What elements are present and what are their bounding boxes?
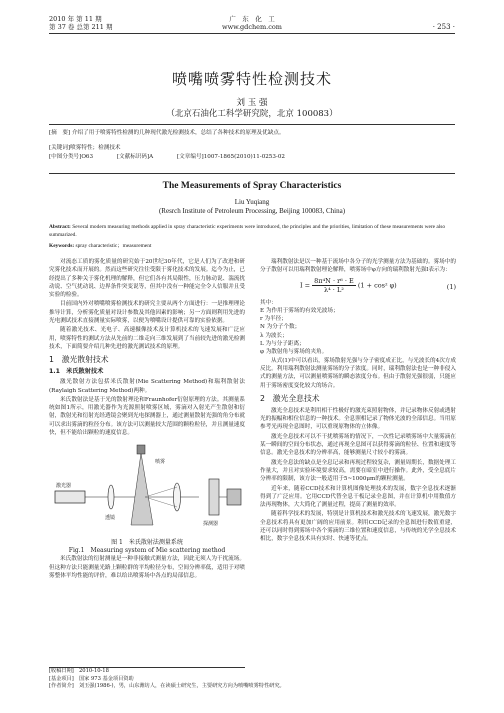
- laser-box: [55, 491, 85, 503]
- keywords-row: [49, 144, 455, 153]
- paragraph: 随着激光技术、光电子、高速摄像技术及计算机技术的飞速发展和广泛应用，喷雾特性的测试方法从先前的二维走向三维发展到了当前较先进的激光检测技术，下面简要介绍几种先进的激光测试技术的原理。: [49, 327, 245, 350]
- journal-url[interactable]: www.gdchem.com: [222, 23, 282, 31]
- english-title: The Measurements of Spray Characteristics: [162, 181, 342, 191]
- paragraph: 从式(1)中可以看出，雾场散射光强与分子密度成正比，与光波长的4次方成反比。利用瑞利散射法测量雾场的分子浓度。同时，瑞利散射法也是一种非侵入式的测量方法，可以测量喷雾场的瞬态浓度分布。但由于散射光强很弱，只能应用于雾场密度变化较大的场合。: [260, 357, 456, 389]
- english-affiliation: (Resrch Institute of Petroleum Processing, Beijing 100083, China): [158, 207, 346, 215]
- abstract-row: [49, 129, 455, 138]
- variable-def: E 为作用于雾场的有效光波场；: [260, 307, 339, 314]
- nozzle: [137, 445, 145, 454]
- left-column: [49, 258, 245, 658]
- clc-number: [中图分类号]O63: [49, 154, 94, 160]
- paragraph: 激光全息法的缺点是全息记录和再现过程较复杂，测量周期长，数据处理工作量大，并且对实验环境要求较高，需要在暗室中进行操作。此外，受全息底片分辨率的限制，该方法一般适用于5~1000μm的颗粒测量。: [260, 459, 456, 483]
- english-abstract-text: Several modern measuring methods applied in spray characteristic experiments were introduced, the principles and the priorities, limitation of these measurements were also summarized.: [49, 224, 446, 238]
- author-bio: [作者简介] 刘玉强(1986-)，男，山东潍坊人，在读硕士研究生，主要研究方向为喷嘴喷雾特性研究。: [49, 683, 285, 689]
- figure-caption-en: Fig.1 Measuring system of Mie scattering method: [68, 546, 226, 554]
- spray-label: 喷雾: [155, 459, 166, 466]
- paper-title: 喷嘴喷雾特性检测技术: [171, 70, 332, 88]
- page-header: [49, 15, 455, 33]
- equation-numerator: 8π⁴N · r⁶ · E: [314, 276, 354, 285]
- paragraph: 近年来，随着CCD技术和计算机图像处理技术的发展，数字全息技术逐渐得到了广泛应用。它用CCD代替全息干板记录全息图，并在计算机中用数值方法再现物体，大大简化了测量过程，提高了测量的效率。: [260, 485, 456, 509]
- abstract-label: [摘 要]: [49, 130, 71, 136]
- paragraph: 对流态工质的雾化质量的研究始于20世纪30年代，它是人们为了改进和研究雾化技术而开展的。然而这些研究往往受限于雾化技术的发展。迄今为止，已经提出了多种关于雾化机理的解释，但它们各有其局限性，压力脉动说、湍流扰动说、空气扰动说、边界条件突变说等，但其中没有一种能完全令人信服并且受实验的检验。: [49, 259, 245, 299]
- page-number: · 253 ·: [432, 23, 455, 31]
- lens-label: 透镜: [105, 515, 116, 522]
- english-author: Liu Yuqiang: [234, 198, 270, 206]
- footnote: [49, 667, 285, 691]
- document-code: [文献标识码]A: [116, 154, 154, 160]
- english-keywords-label: Keywords:: [49, 243, 75, 249]
- paragraph: 瑞利散射法是以一种基于流场中各分子的光学测量方法为基础的。雾场中的分子散射可以用瑞利散射理论解释，喷雾场中φ方向的瑞利散射光强I表示为：: [260, 259, 456, 274]
- subsection-heading: 1.1 米氏散射技术: [49, 368, 104, 376]
- paragraph: 激光散射方法包括米氏散射(Mie Scattering Method)和瑞利散射法(Raylaigh Scattering Method)两种。: [49, 379, 245, 394]
- equation-rhs: (1 + cos² φ): [357, 281, 397, 290]
- figure-1: [49, 443, 245, 553]
- detector-label: 探测器: [203, 521, 219, 528]
- variable-def: L 为与分子距离；: [260, 341, 305, 348]
- paragraph: 米氏散射法的衍射测量是一种非接触式测量方法，因此无须人为干扰流场。但这种方法只能测量光路上颗粒群的平均粒径分布，空间分辨率低，适用于对喷雾整体平均性能的评价，难以给出喷雾场中各点的局部信息。: [49, 556, 245, 579]
- spray-cone: [131, 453, 153, 525]
- english-keywords: [49, 241, 455, 249]
- classification-row: [49, 153, 455, 162]
- header-rule: [49, 33, 455, 34]
- journal-title: 广 东 化 工: [229, 15, 275, 23]
- english-abstract: [49, 223, 455, 239]
- equation-body: [300, 277, 397, 294]
- english-keywords-text: spray characteristic；measurement: [75, 243, 152, 249]
- paragraph: 激光全息技术是利用相干性极好的激光束照射物体，并记录物体反射或透射光的振幅和相位信息的一种技术。全息照相记录了物体光波的全部信息。当用原参考光再现全息图时，可以重现原物体的立体像。: [260, 407, 456, 431]
- paragraph: 目前国内外对喷嘴喷雾检测技术的研究主要从两个方面进行：一是推理理论推导计算，分析雾化质量对设计参数及其他因素的影响；另一方面则利用先进的光电测试技术直接测量实际喷雾，以便为喷嘴设计提供可靠的实验依据。: [49, 301, 245, 325]
- article-number: [文章编号]1007-1865(2010)11-0253-02: [176, 154, 285, 160]
- variable-def: r 为半径；: [260, 316, 287, 323]
- paragraph: 米氏散射法是基于光的散射理论和Fraunhofer衍射原理的方法。其测量系统如图1所示，用激光器作为光源照射喷雾区域，雾滴对入射光产生散射和衍射，散射光和衍射光经透镜会聚到光电探测器上，通过测量散射光强的角分布就可以求出雾滴的粒径分布。该方法可以测量较大范围的颗粒粒径，并且测量速度快，但不能给出颗粒的速度信息。: [49, 396, 245, 437]
- variable-def: N 为分子个数；: [260, 324, 301, 331]
- equation-lhs: I =: [300, 281, 311, 290]
- detector-box: [209, 479, 219, 515]
- issue-line: 2010 年 第 11 期: [49, 15, 102, 23]
- equation-denominator: λ⁴ · L²: [324, 285, 344, 294]
- mie-scattering-diagram: [49, 443, 245, 535]
- equation-fraction: [312, 277, 356, 294]
- paragraph: 随着科学技术的发展，特别是计算机技术和激光技术的飞速发展，激光数字全息技术将具有更加广阔的应用前景。利用CCD记录的全息图进行数值重建，还可以同时得到雾场中各个雾滴的三维位置和速度信息，与传统的光学全息技术相比，数字全息技术具有实时、快速等优点。: [260, 511, 456, 543]
- equation-1: [260, 277, 456, 297]
- fund-info: [基金项目] 国家 973 基金项目资助: [49, 675, 134, 682]
- right-column: [260, 258, 456, 698]
- variable-def: λ 为波长；: [260, 332, 288, 339]
- journal-name: [49, 15, 455, 31]
- where-line: 其中：: [260, 299, 277, 306]
- chinese-abstract-box: [49, 124, 455, 174]
- paper-affiliation: （北京石油化工科学研究院，北京 100083）: [166, 109, 338, 119]
- laser-label: 激光器: [56, 483, 72, 490]
- variable-def: φ 为散射角与雾场的夹角。: [260, 349, 328, 356]
- keywords-label: [关键词]: [49, 145, 71, 151]
- english-abstract-label: Abstract:: [49, 224, 71, 230]
- section-heading: 1 激光散射技术: [49, 355, 109, 365]
- received-date: [收稿日期] 2010-10-18: [49, 668, 109, 674]
- paper-author: 刘 玉 强: [236, 98, 268, 108]
- keywords-text: 喷雾特性；检测技术: [70, 145, 121, 151]
- section-heading: 2 激光全息技术: [260, 393, 320, 403]
- lens-1: [108, 485, 114, 509]
- figure-caption-cn: 图 1 米氏散射法测量系统: [111, 538, 183, 546]
- abstract-text: 介绍了用于喷雾特性检测的几种现代激光检测技术，总结了各种技术的原理及优缺点。: [71, 130, 285, 136]
- paragraph: 激光全息技术可以不干扰喷雾场的情况下，一次性记录喷雾场中大量雾滴在某一瞬间的空间分布状态，通过再现全息图可以获得雾滴的粒径、位置和速度等信息。激光全息技术的分辨率高，能够测量尺寸较小的雾滴。: [260, 433, 456, 457]
- scatter-ray: [145, 487, 177, 497]
- equation-number: (1): [446, 282, 456, 291]
- computer-box: [227, 489, 241, 505]
- volume-line: 第 37 卷 总第 211 期: [49, 23, 113, 31]
